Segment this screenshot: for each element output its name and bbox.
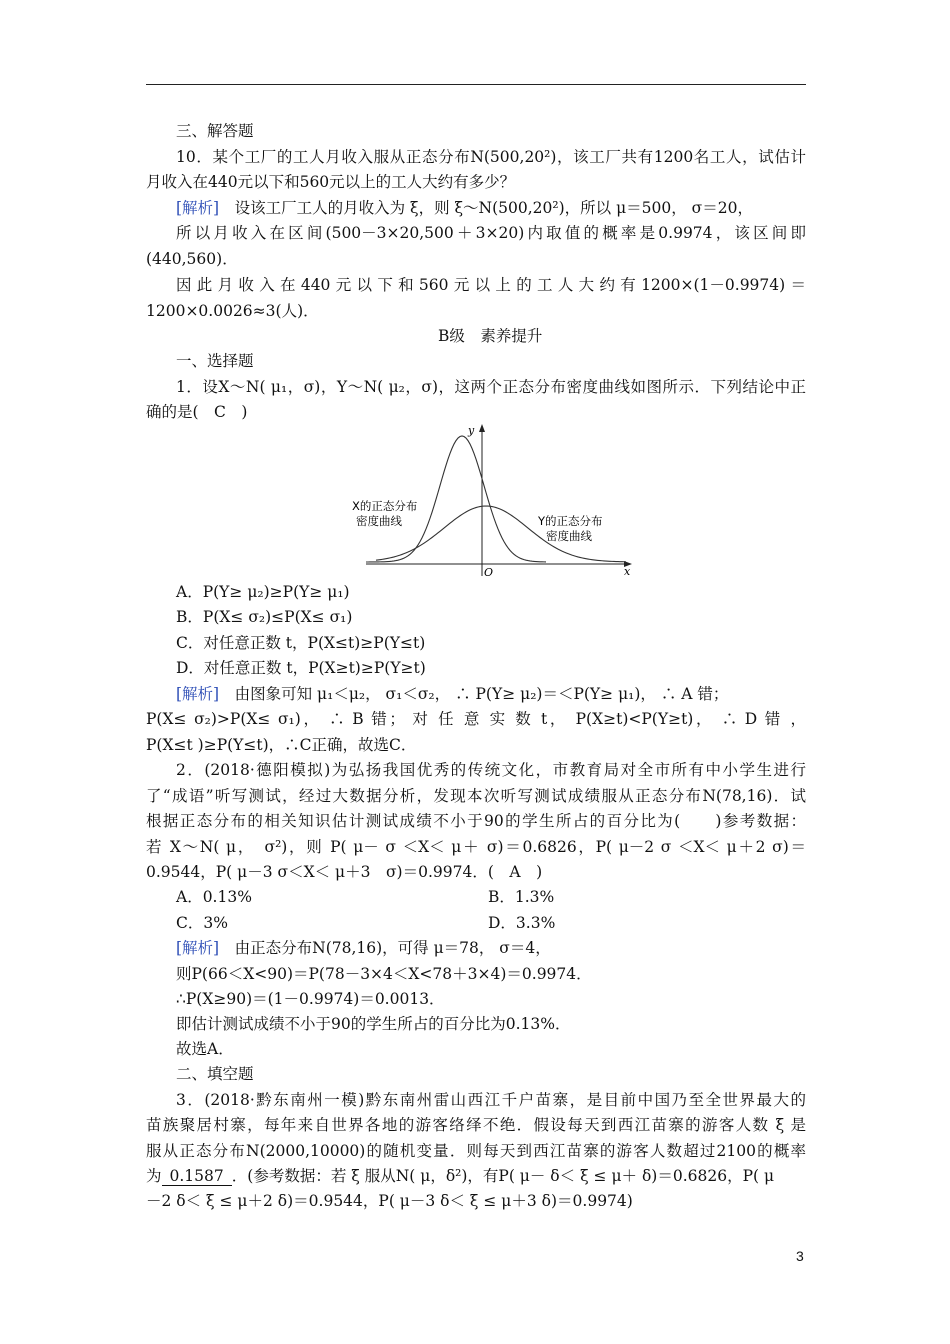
q10-solution-line-4: 因此月收入在440元以下和560元以上的工人大约有1200×(1－0.9974)＝: [176, 276, 806, 294]
q2-option-a: A．0.13%: [176, 888, 252, 906]
q2-solution-line-2: 则P(66＜X<90)＝P(78－3×4＜X<78＋3×4)＝0.9974．: [176, 965, 592, 983]
q2-line-4: 若 X～N( μ， σ²)，则 P( μ－ σ ＜X＜ μ＋ σ)＝0.6826，P( μ－2 σ ＜X＜ μ＋2 σ)＝: [146, 838, 806, 856]
q10-solution-line-3: (440,560)．: [146, 250, 238, 268]
q3-line-2: 苗族聚居村寨，每年来自世界各地的游客络绎不绝．假设每天到西江苗寨的游客人数 ξ 是: [146, 1116, 806, 1134]
section-title-choice: 一、选择题: [176, 352, 254, 370]
q1-option-d: D．对任意正数 t，P(X≥t)≥P(Y≥t): [176, 659, 426, 677]
q3-answer-blank: 0.1587: [162, 1167, 232, 1186]
q10-solution-line-5: 1200×0.0026≈3(人)．: [146, 302, 319, 320]
q2-option-d: D．3.3%: [488, 914, 556, 932]
q2-line-2: 了“成语”听写测试，经过大数据分析，发现本次听写测试成绩服从正态分布N(78,16)．试: [146, 787, 806, 805]
origin-label: O: [484, 566, 494, 579]
q2-solution-line-1: [176, 937, 551, 959]
page-number: 3: [796, 1248, 804, 1264]
q1-line-2: 确的是( C ): [146, 403, 248, 421]
q1-solution-text: 由图象可知 μ₁＜μ₂， σ₁＜σ₂， ∴ P(Y≥ μ₂)＝＜P(Y≥ μ₁)， ∴ A 错；: [234, 685, 729, 703]
q3-line-5: －2 δ＜ ξ ≤ μ＋2 δ)＝0.9544，P( μ－3 δ＜ ξ ≤ μ＋3 δ)＝0.9974): [146, 1192, 633, 1210]
q10-line-2: 月收入在440元以下和560元以上的工人大约有多少？: [146, 173, 516, 191]
q2-option-b: B．1.3%: [488, 888, 555, 906]
q2-analysis-tag: [解析]: [176, 939, 220, 957]
section-title-fill: 二、填空题: [176, 1065, 254, 1083]
q2-line-1: 2．(2018·德阳模拟)为弘扬我国优秀的传统文化，市教育局对全市所有中小学生进行: [176, 761, 806, 779]
level-b-heading: B级 素养提升: [438, 327, 543, 345]
q10-analysis-tag: [解析]: [176, 199, 220, 217]
q10-line-1: 10．某个工厂的工人月收入服从正态分布N(500,20²)，该工厂共有1200名工人，试估计: [176, 148, 806, 166]
q10-solution-text: 设该工厂工人的月收入为 ξ，则 ξ～N(500,20²)，所以 μ＝500， σ＝20，: [234, 199, 753, 217]
q3-line-4: [146, 1165, 774, 1187]
q2-solution-line-3: ∴P(X≥90)＝(1－0.9974)＝0.0013．: [176, 990, 445, 1008]
x-axis-label: x: [624, 565, 631, 578]
q3-line-1: 3．(2018·黔东南州一模)黔东南州雷山西江千户苗寨，是目前中国乃至全世界最大的: [176, 1091, 806, 1109]
q3-line-3: 服从正态分布N(2000,10000)的随机变量．则每天到西江苗寨的游客人数超过2100的概率: [146, 1142, 806, 1160]
x-curve-label-line1: X的正态分布: [352, 499, 418, 513]
q2-line-3: 根据正态分布的相关知识估计测试成绩不小于90的学生所占的百分比为( )参考数据：: [146, 812, 806, 830]
q2-solution-text: 由正态分布N(78,16)，可得 μ＝78， σ＝4，: [234, 939, 551, 957]
y-axis-label: y: [468, 424, 475, 437]
x-curve-label-line2: 密度曲线: [356, 514, 402, 528]
q1-option-a: A．P(Y≥ μ₂)≥P(Y≥ μ₁): [176, 583, 350, 601]
q2-solution-line-5: 故选A．: [176, 1040, 234, 1058]
section-title-answer: 三、解答题: [176, 122, 254, 140]
y-curve-label-line2: 密度曲线: [546, 529, 592, 543]
q1-line-1: 1．设X～N( μ₁，σ)，Y～N( μ₂，σ)，这两个正态分布密度曲线如图所示．下列结论中正: [176, 378, 806, 396]
header-rule: [146, 84, 806, 85]
q1-option-c: C．对任意正数 t，P(X≤t)≥P(Y≤t): [176, 634, 426, 652]
q2-line-5: 0.9544，P( μ－3 σ＜X＜ μ＋3 σ)＝0.9974．( A ): [146, 863, 543, 881]
q3-line-4-prefix: 为: [146, 1167, 162, 1185]
q1-analysis-tag: [解析]: [176, 685, 220, 703]
y-axis-arrow-icon: [479, 424, 485, 432]
q1-option-b: B．P(X≤ σ₂)≤P(X≤ σ₁): [176, 608, 353, 626]
q2-option-c: C．3%: [176, 914, 228, 932]
q1-solution-line-3: P(X≤t )≥P(Y≤t)，∴C正确，故选C．: [146, 736, 417, 754]
q3-line-4-suffix: ．(参考数据：若 ξ 服从N( μ，δ²)，有P( μ－ δ＜ ξ ≤ μ＋ δ)＝0.6826，P( μ: [231, 1167, 775, 1185]
q1-solution-line-2: P(X≤ σ₂)>P(X≤ σ₁)， ∴ B 错； 对 任 意 实 数 t， P(X≥t)<P(Y≥t)， ∴ D 错 ，: [146, 710, 806, 728]
normal-density-figure: [346, 420, 636, 580]
q2-solution-line-4: 即估计测试成绩不小于90的学生所占的百分比为0.13%．: [176, 1015, 571, 1033]
q1-solution-line-1: [176, 683, 728, 705]
q10-solution-line-1: [176, 197, 753, 219]
q10-solution-line-2: 所以月收入在区间(500－3×20,500＋3×20)内取值的概率是0.9974，该区间即: [176, 224, 806, 242]
y-curve-label-line1: Y的正态分布: [538, 514, 603, 528]
